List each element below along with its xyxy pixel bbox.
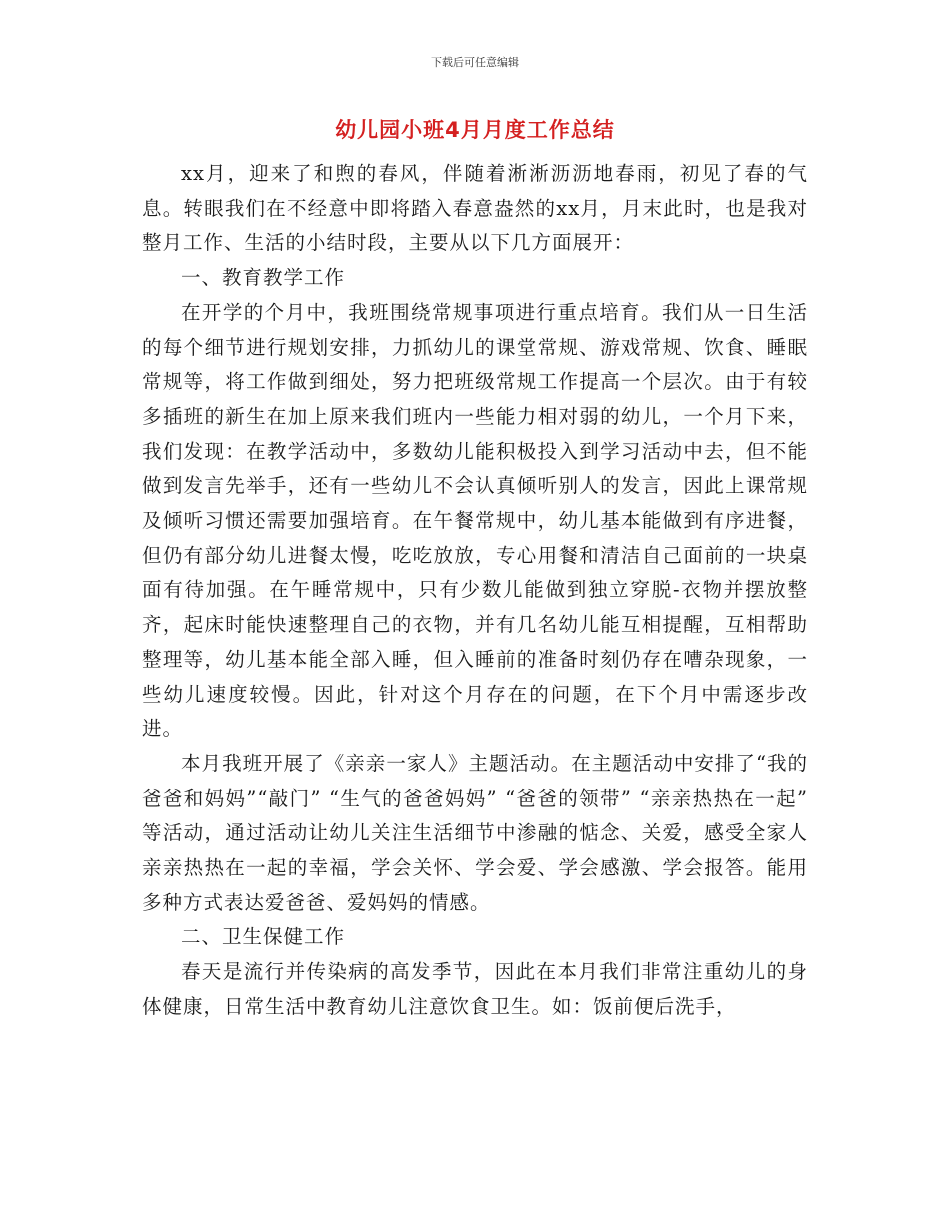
section-heading-teaching: 一、教育教学工作: [181, 266, 346, 290]
document-title: 幼儿园小班4月月度工作总结: [335, 118, 615, 142]
paragraph-theme-activity: 本月我班开展了《亲亲一家人》主题活动。在主题活动中安排了“我的爸爸和妈妈”“敲门” “生气的爸爸妈妈” “爸爸的领带” “亲亲热热在一起” 等活动，通过活动让幼儿关注生活细节中渗融的惦念、关爱，感受全家人亲亲热热在一起的幸福，学会关怀、学会爱、学会感激、学会报答。能用多种方式表达爱爸爸、爱妈妈的情感。: [142, 751, 808, 914]
document-body: [142, 157, 808, 1025]
header-note: 下载后可任意编辑: [431, 56, 519, 69]
paragraph-health: 春天是流行并传染病的高发季节，因此在本月我们非常注重幼儿的身体健康，日常生活中教育幼儿注意饮食卫生。如：饭前便后洗手，: [142, 960, 808, 1018]
paragraph-intro: xx月，迎来了和煦的春风，伴随着淅淅沥沥地春雨，初见了春的气息。转眼我们在不经意中即将踏入春意盎然的xx月，月末此时，也是我对整月工作、生活的小结时段，主要从以下几方面展开：: [142, 162, 808, 255]
paragraph-routine: 在开学的个月中，我班围绕常规事项进行重点培育。我们从一日生活的每个细节进行规划安排，力抓幼儿的课堂常规、游戏常规、饮食、睡眠常规等，将工作做到细处，努力把班级常规工作提高一个层次。由于有较多插班的新生在加上原来我们班内一些能力相对弱的幼儿，一个月下来，我们发现：在教学活动中，多数幼儿能积极投入到学习活动中去，但不能做到发言先举手，还有一些幼儿不会认真倾听别人的发言，因此上课常规及倾听习惯还需要加强培育。在午餐常规中，幼儿基本能做到有序进餐，但仍有部分幼儿进餐太慢，吃吃放放，专心用餐和清洁自己面前的一块桌面有待加强。在午睡常规中，只有少数儿能做到独立穿脱-衣物并摆放整齐，起床时能快速整理自己的衣物，并有几名幼儿能互相提醒，互相帮助整理等，幼儿基本能全部入睡，但入睡前的准备时刻仍存在嘈杂现象，一些幼儿速度较慢。因此，针对这个月存在的问题，在下个月中需逐步改进。: [142, 300, 808, 741]
section-heading-health: 二、卫生保健工作: [181, 925, 346, 949]
